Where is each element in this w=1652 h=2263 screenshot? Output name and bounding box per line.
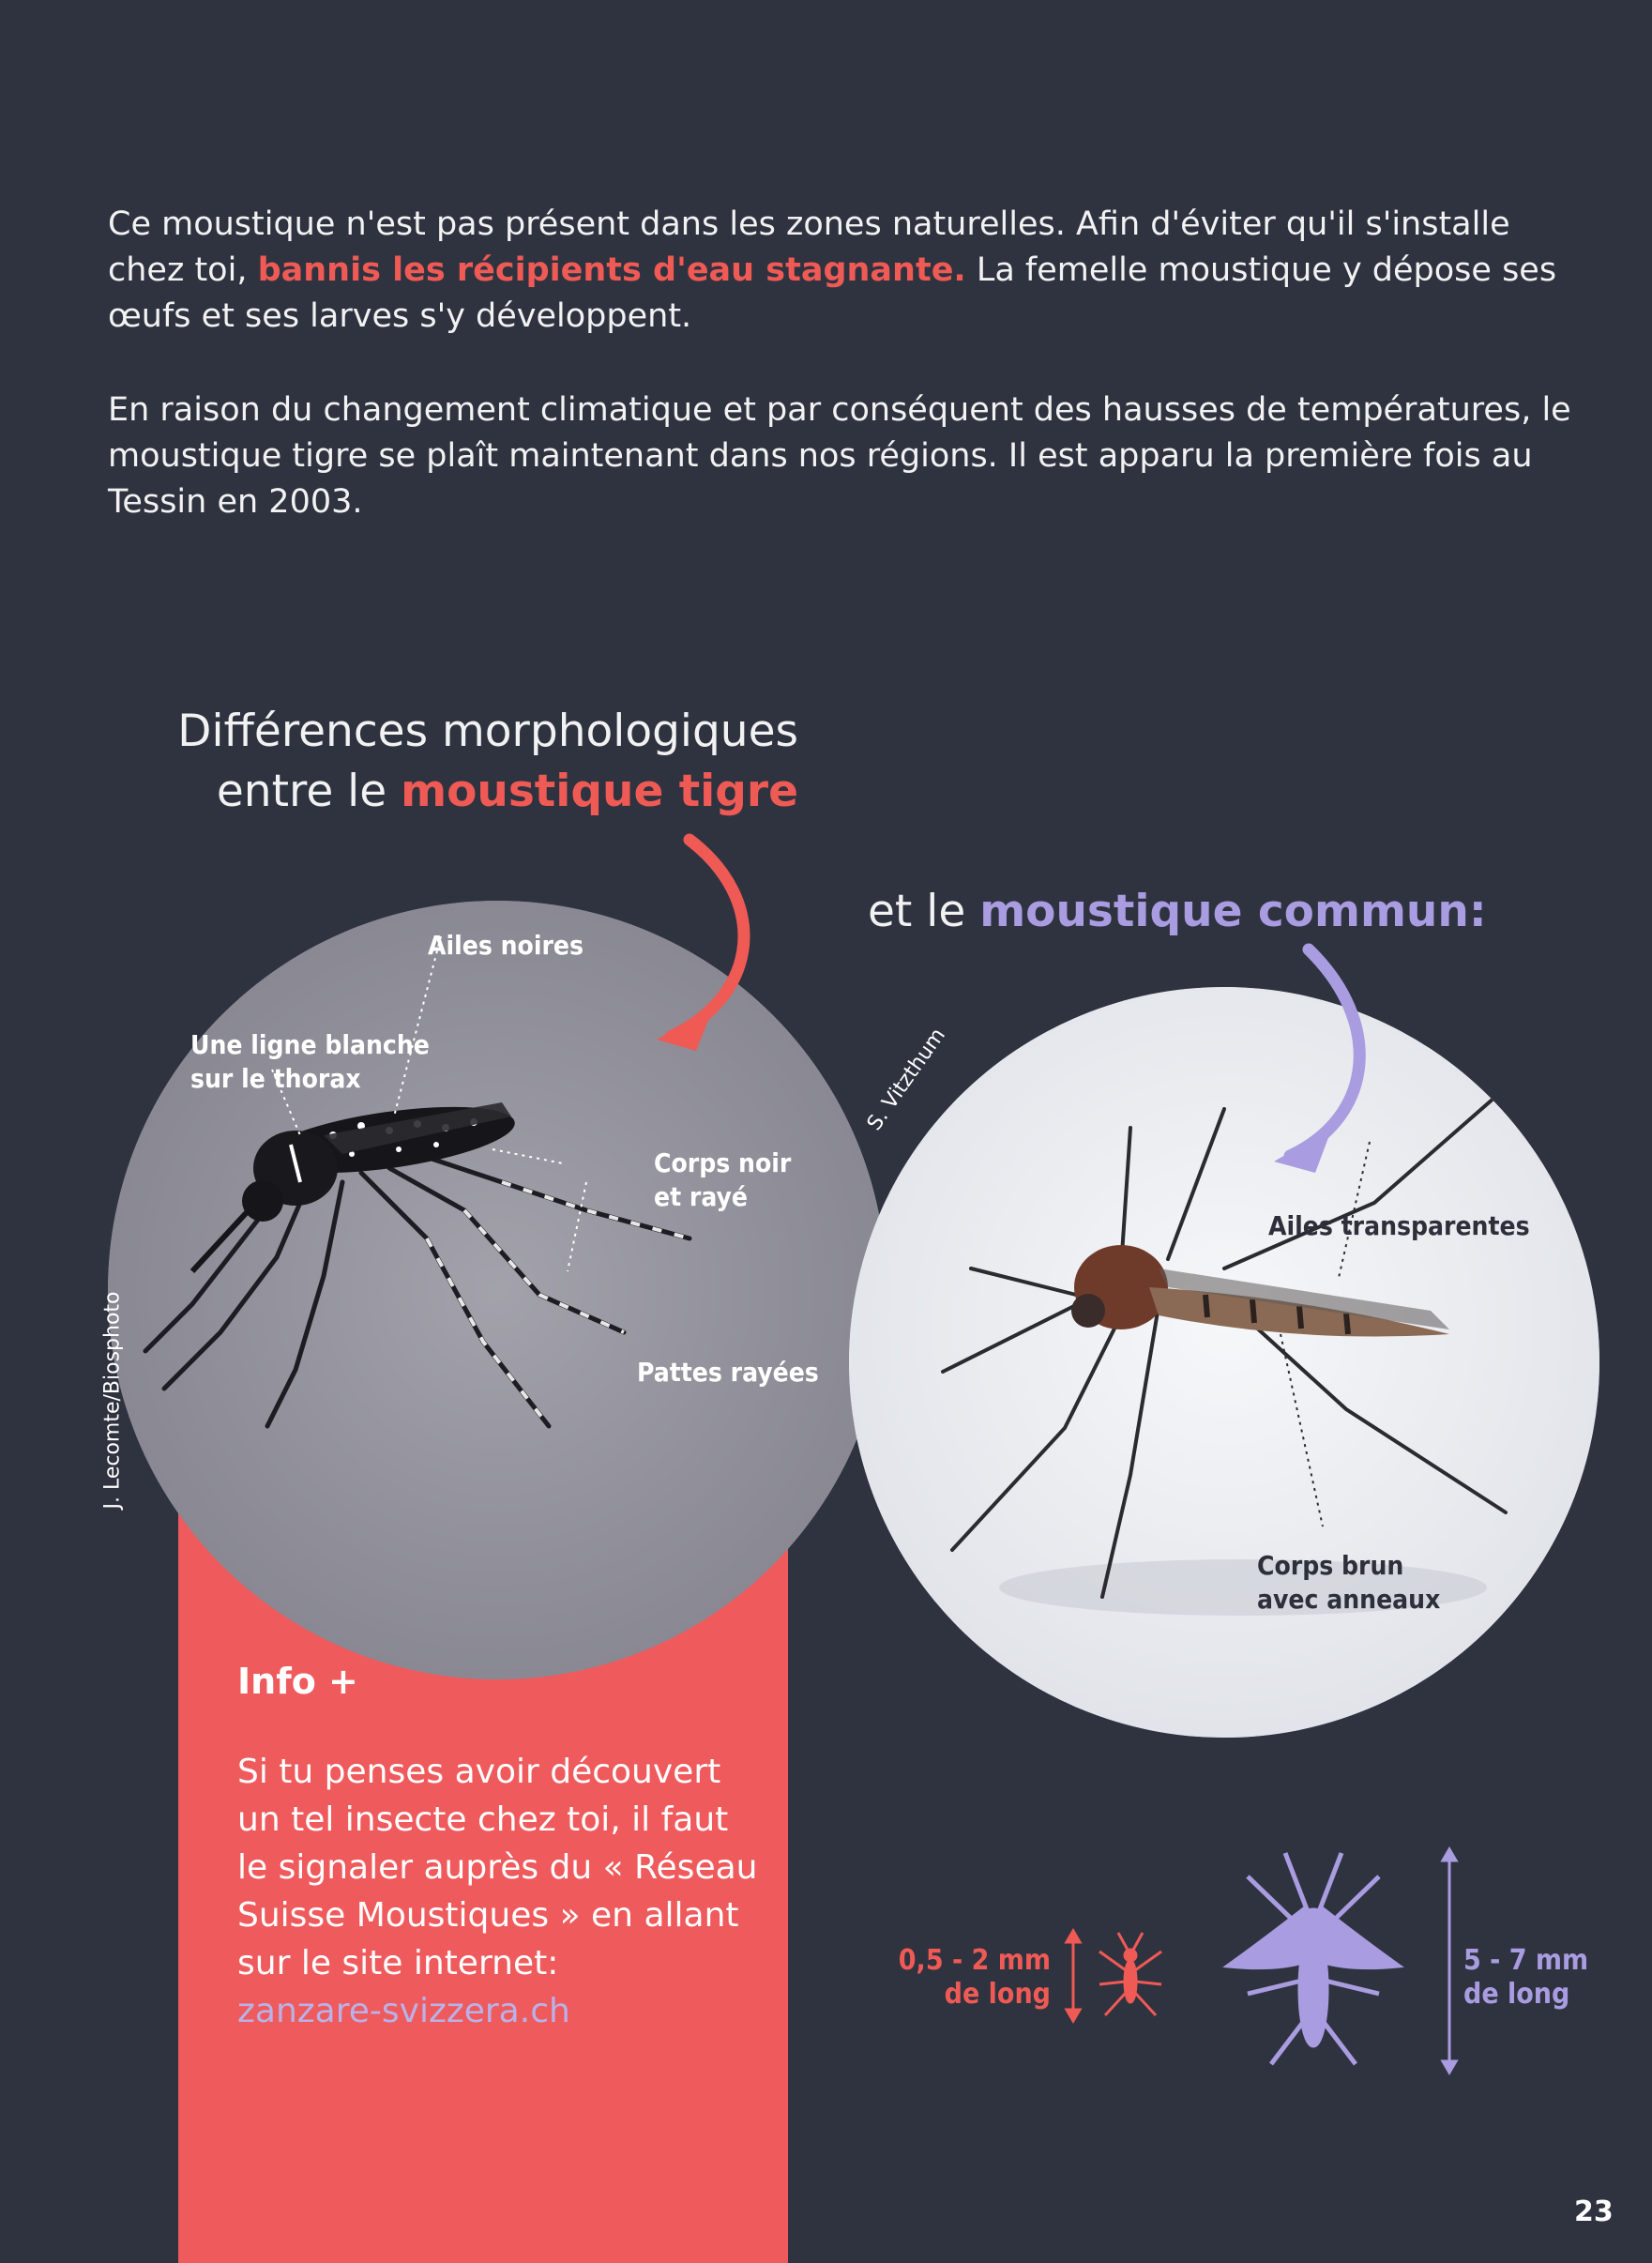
label-black-wings: Ailes noires [428, 930, 584, 961]
large-mosquito-icon [1229, 1853, 1398, 2064]
label-transparent-wings: Ailes transparentes [1268, 1210, 1530, 1241]
tiger-size-arrow-icon [1067, 1931, 1080, 2021]
intro-p1-text-end: La femelle moustique y dépose ses œufs et ses larves s'y développent. [108, 251, 1557, 335]
photo-credit-left: J. Lecomte/Biosphoto [100, 1291, 125, 1510]
comparison-heading [177, 702, 798, 822]
photo-credit-right: S. Vitzthum [862, 1024, 950, 1135]
info-body-text: Si tu penses avoir découvert un tel insecte chez toi, il faut le signaler auprès du « Réseau Suisse Moustiques » en allant sur le site internet: [237, 1753, 758, 1982]
small-mosquito-icon [1099, 1933, 1161, 2015]
intro-paragraph-2: En raison du changement climatique et par conséquent des hausses de températures, le moustique tigre se plaît maintenant dans nos régions. Il est apparu la première fois au Tessin en 2003. [108, 391, 1571, 521]
heading-line-3-prefix: et le [868, 886, 980, 937]
common-size-arrow-icon [1443, 1849, 1456, 2073]
label-striped-legs: Pattes rayées [637, 1357, 819, 1388]
intro-p1-text: Ce moustique n'est pas présent dans les zones naturelles. Afin d'éviter qu'il s'installe chez toi, [108, 205, 1510, 289]
common-mosquito-illustration [849, 987, 1599, 1738]
page-number: 23 [1574, 2195, 1614, 2228]
intro-p1-highlight: bannis les récipients d'eau stagnante. [257, 251, 966, 289]
info-title: Info + [237, 1661, 358, 1702]
info-body [237, 1748, 763, 2035]
heading-line-2 [177, 762, 798, 822]
heading-line-1: Différences morphologiques [177, 706, 798, 757]
label-white-thorax-line: Une ligne blanche sur le thorax [190, 1029, 430, 1094]
heading-tiger-mosquito: moustique tigre [401, 766, 798, 817]
common-mosquito-photo [849, 987, 1599, 1738]
info-link[interactable]: zanzare-svizzera.ch [237, 1992, 570, 2030]
heading-common-mosquito: moustique commun: [979, 886, 1487, 937]
label-brown-ringed-body: Corps brun avec anneaux [1257, 1550, 1441, 1615]
tiger-mosquito-illustration [108, 901, 887, 1679]
label-black-striped-body: Corps noir et rayé [654, 1147, 792, 1212]
heading-line-3 [868, 884, 1487, 940]
intro-paragraph-1 [108, 202, 1581, 340]
common-size-label: 5 - 7 mm de long [1463, 1944, 1589, 2011]
tiger-size-label: 0,5 - 2 mm de long [898, 1944, 1051, 2011]
heading-line-2-prefix: entre le [216, 766, 402, 817]
tiger-mosquito-photo [108, 901, 887, 1679]
